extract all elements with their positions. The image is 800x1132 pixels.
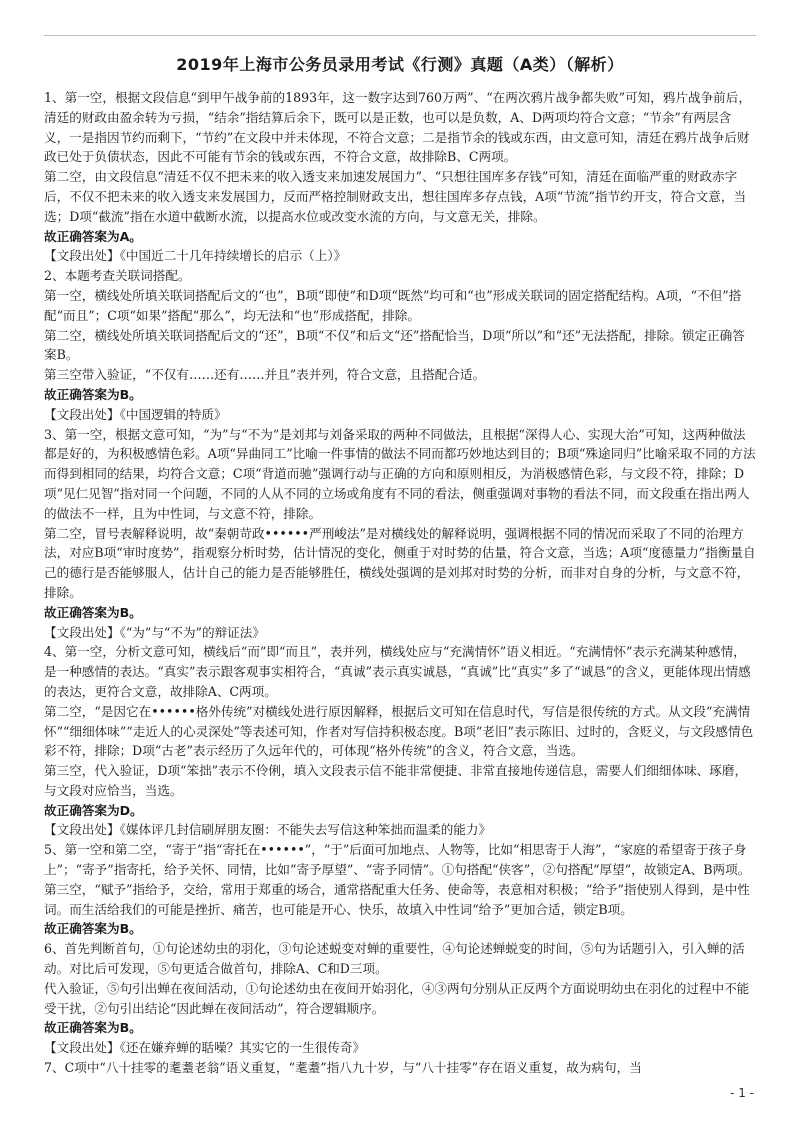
explanation-paragraph: 第一空，横线处所填关联词搭配后文的“也”，B项“即使”和D项“既然”均可和“也”形成关联词的固定搭配结构。A项，“不但”搭配“而且”；C项“如果”搭配“那么”，均无法和“也”形成搭配，排除。 [44, 287, 742, 323]
answer-line: 故正确答案为A。 [44, 228, 142, 244]
answer-line: 故正确答案为B。 [44, 386, 142, 402]
explanation-paragraph: 第三空，“赋予”指给予，交给，常用于郑重的场合，通常搭配重大任务、使命等，表意相对积极；“给予”指使别人得到，是中性词。而生活给我们的可能是挫折、痛苦，也可能是开心、快乐，故填入中性词“给予”更加合适，锁定B项。 [44, 881, 750, 917]
explanation-paragraph: 第三空带入验证，“不仅有……还有……并且”表并列，符合文意，且搭配合适。 [44, 367, 486, 383]
explanation-paragraph: 1、第一空，根据文段信息“到甲午战争前的1893年，这一数字达到760万两”、“在两次鸦片战争都失败”可知，鸦片战争前后，清廷的财政由盈余转为亏损，“结余”指结算后余下，既可以是正数，也可以是负数，A、D两项均符合文意；“节余”有两层含义，一是指因节约而剩下，“节约”在文段中并未体现，不符合文意；二是指节余的钱或东西，由文意可知，清廷在鸦片战争后财政已处于负债状态，因此不可能有节余的钱或东西，不符合文意，故排除B、C两项。 [44, 90, 751, 165]
explanation-paragraph: 3、第一空，根据文意可知，“为”与“不为”是刘邦与刘备采取的两种不同做法，且根据“深得人心、实现大治”可知，这两种做法都是好的，为积极感情色彩。A项“异曲同工”比喻一件事情的做法不同而都巧妙地达到目的；B项“殊途同归”比喻采取不同的方法而得到相同的结果，均符合文意；C项“背道而驰”强调行动与正确的方向和原则相反，为消极感情色彩，与文段不符，排除；D项“见仁见智”指对同一个问题，不同的人从不同的立场或角度有不同的看法，侧重强调对事物的看法不同，而文段重在指出两人的做法不一样，且为中性词，与文意不符，排除。 [44, 426, 756, 521]
explanation-paragraph: 第二空，冒号表解释说明，故“秦朝苛政••••••严刑峻法”是对横线处的解释说明，强调根据不同的情况而采取了不同的治理方法，对应B项“审时度势”，指观察分析时势，估计情况的变化，侧重于对时势的估量，符合文意，当选；A项“度德量力”指衡量自己的德行是否能够服人，估计自己的能力是否能够胜任，横线处强调的是刘邦对时势的分析，而非对自身的分析，与文意不符，排除。 [44, 525, 756, 600]
explanation-paragraph: 第三空，代入验证，D项“笨拙”表示不伶俐，填入文段表示信不能非常便捷、非常直接地传递信息，需要人们细细体味、琢磨，与文段对应恰当，当选。 [44, 763, 748, 798]
source-citation: 【文段出处】《中国逻辑的特质》 [44, 406, 227, 422]
source-citation: 【文段出处】《媒体评几封信刷屏朋友圈：不能失去写信这种笨拙而温柔的能力》 [44, 822, 492, 838]
explanation-paragraph: 6、首先判断首句，①句论述幼虫的羽化，③句论述蜕变对蝉的重要性，④句论述蝉蜕变的时间，⑤句为话题引入，引入蝉的活动。对比后可发现，⑤句更适合做首句，排除A、C和D三项。 [44, 941, 745, 977]
answer-line: 故正确答案为B。 [44, 604, 142, 620]
page-number: - 1 - [730, 1086, 754, 1100]
answer-line: 故正确答案为D。 [44, 802, 143, 818]
explanation-paragraph: 4、第一空，分析文意可知，横线后“而”即“而且”，表并列，横线处应与“充满情怀”语义相近。“充满情怀”表示充满某种感情，是一种感情的表达。“真实”表示跟客观事实相符合，“真诚”表示真实诚恳，“真诚”比“真实”多了“诚恳”的含义，更能体现出情感的表达，更符合文意，故排除A、C两项。 [44, 644, 751, 699]
explanation-paragraph: 代入验证，⑤句引出蝉在夜间活动，①句论述幼虫在夜间开始羽化，④③两句分别从正反两个方面说明幼虫在羽化的过程中不能受干扰，②句引出结论“因此蝉在夜间活动”，符合逻辑顺序。 [44, 980, 750, 1016]
document-body [44, 88, 756, 1078]
explanation-paragraph: 第二空，由文段信息“清廷不仅不把未来的收入透支来加速发展国力”、“只想往国库多存钱”可知，清廷在面临严重的财政赤字后，不仅不把未来的收入透支来发展国力，反而严格控制财政支出，想往国库多存点钱，A项“节流”指节约开支，符合文意，当选；D项“截流”指在水道中截断水流，以提高水位或改变水流的方向，与文意无关，排除。 [44, 169, 747, 224]
answer-line: 故正确答案为B。 [44, 1020, 142, 1036]
source-citation: 【文段出处】《中国近二十几年持续增长的启示（上）》 [44, 248, 347, 264]
explanation-paragraph: 第二空，“是因它在••••••格外传统”对横线处进行原因解释，根据后文可知在信息时代，写信是很传统的方式。从文段“充满情怀”“细细体味”“走近人的心灵深处”等表述可知，作者对写信持积极态度。B项“老旧”表示陈旧、过时的，含贬义，与文段感情色彩不符，排除；D项“古老”表示经历了久远年代的，可体现“格外传统”的含义，符合文意，当选。 [44, 703, 754, 759]
document-title: 2019年上海市公务员录用考试《行测》真题（A类）（解析） [176, 55, 624, 74]
source-citation: 【文段出处】《“为”与“不为”的辩证法》 [44, 624, 265, 640]
explanation-paragraph: 7、C项中“八十挂零的耄耋老翁”语义重复，“耄耋”指八九十岁，与“八十挂零”存在语义重复，故为病句，当 [44, 1060, 642, 1076]
explanation-paragraph: 5、第一空和第二空，“寄于”指“寄托在••••••”，“于”后面可加地点、人物等，比如“相思寄于人海”，“家庭的希望寄于孩子身上”；“寄予”指寄托，给予关怀、同情，比如“寄予厚望”、“寄予同情”。①句搭配“侠客”，②句搭配“厚望”，故锁定A、B两项。 [44, 842, 751, 878]
explanation-paragraph: 2、本题考查关联词搭配。 [44, 268, 191, 284]
answer-line: 故正确答案为B。 [44, 921, 142, 937]
explanation-paragraph: 第二空，横线处所填关联词搭配后文的“还”，B项“不仅”和后文“还”搭配恰当，D项“所以”和“还”无法搭配，排除。锁定正确答案B。 [44, 327, 745, 363]
header-rule [44, 35, 756, 36]
source-citation: 【文段出处】《还在嫌弃蝉的聒噪？其实它的一生很传奇》 [44, 1040, 366, 1056]
